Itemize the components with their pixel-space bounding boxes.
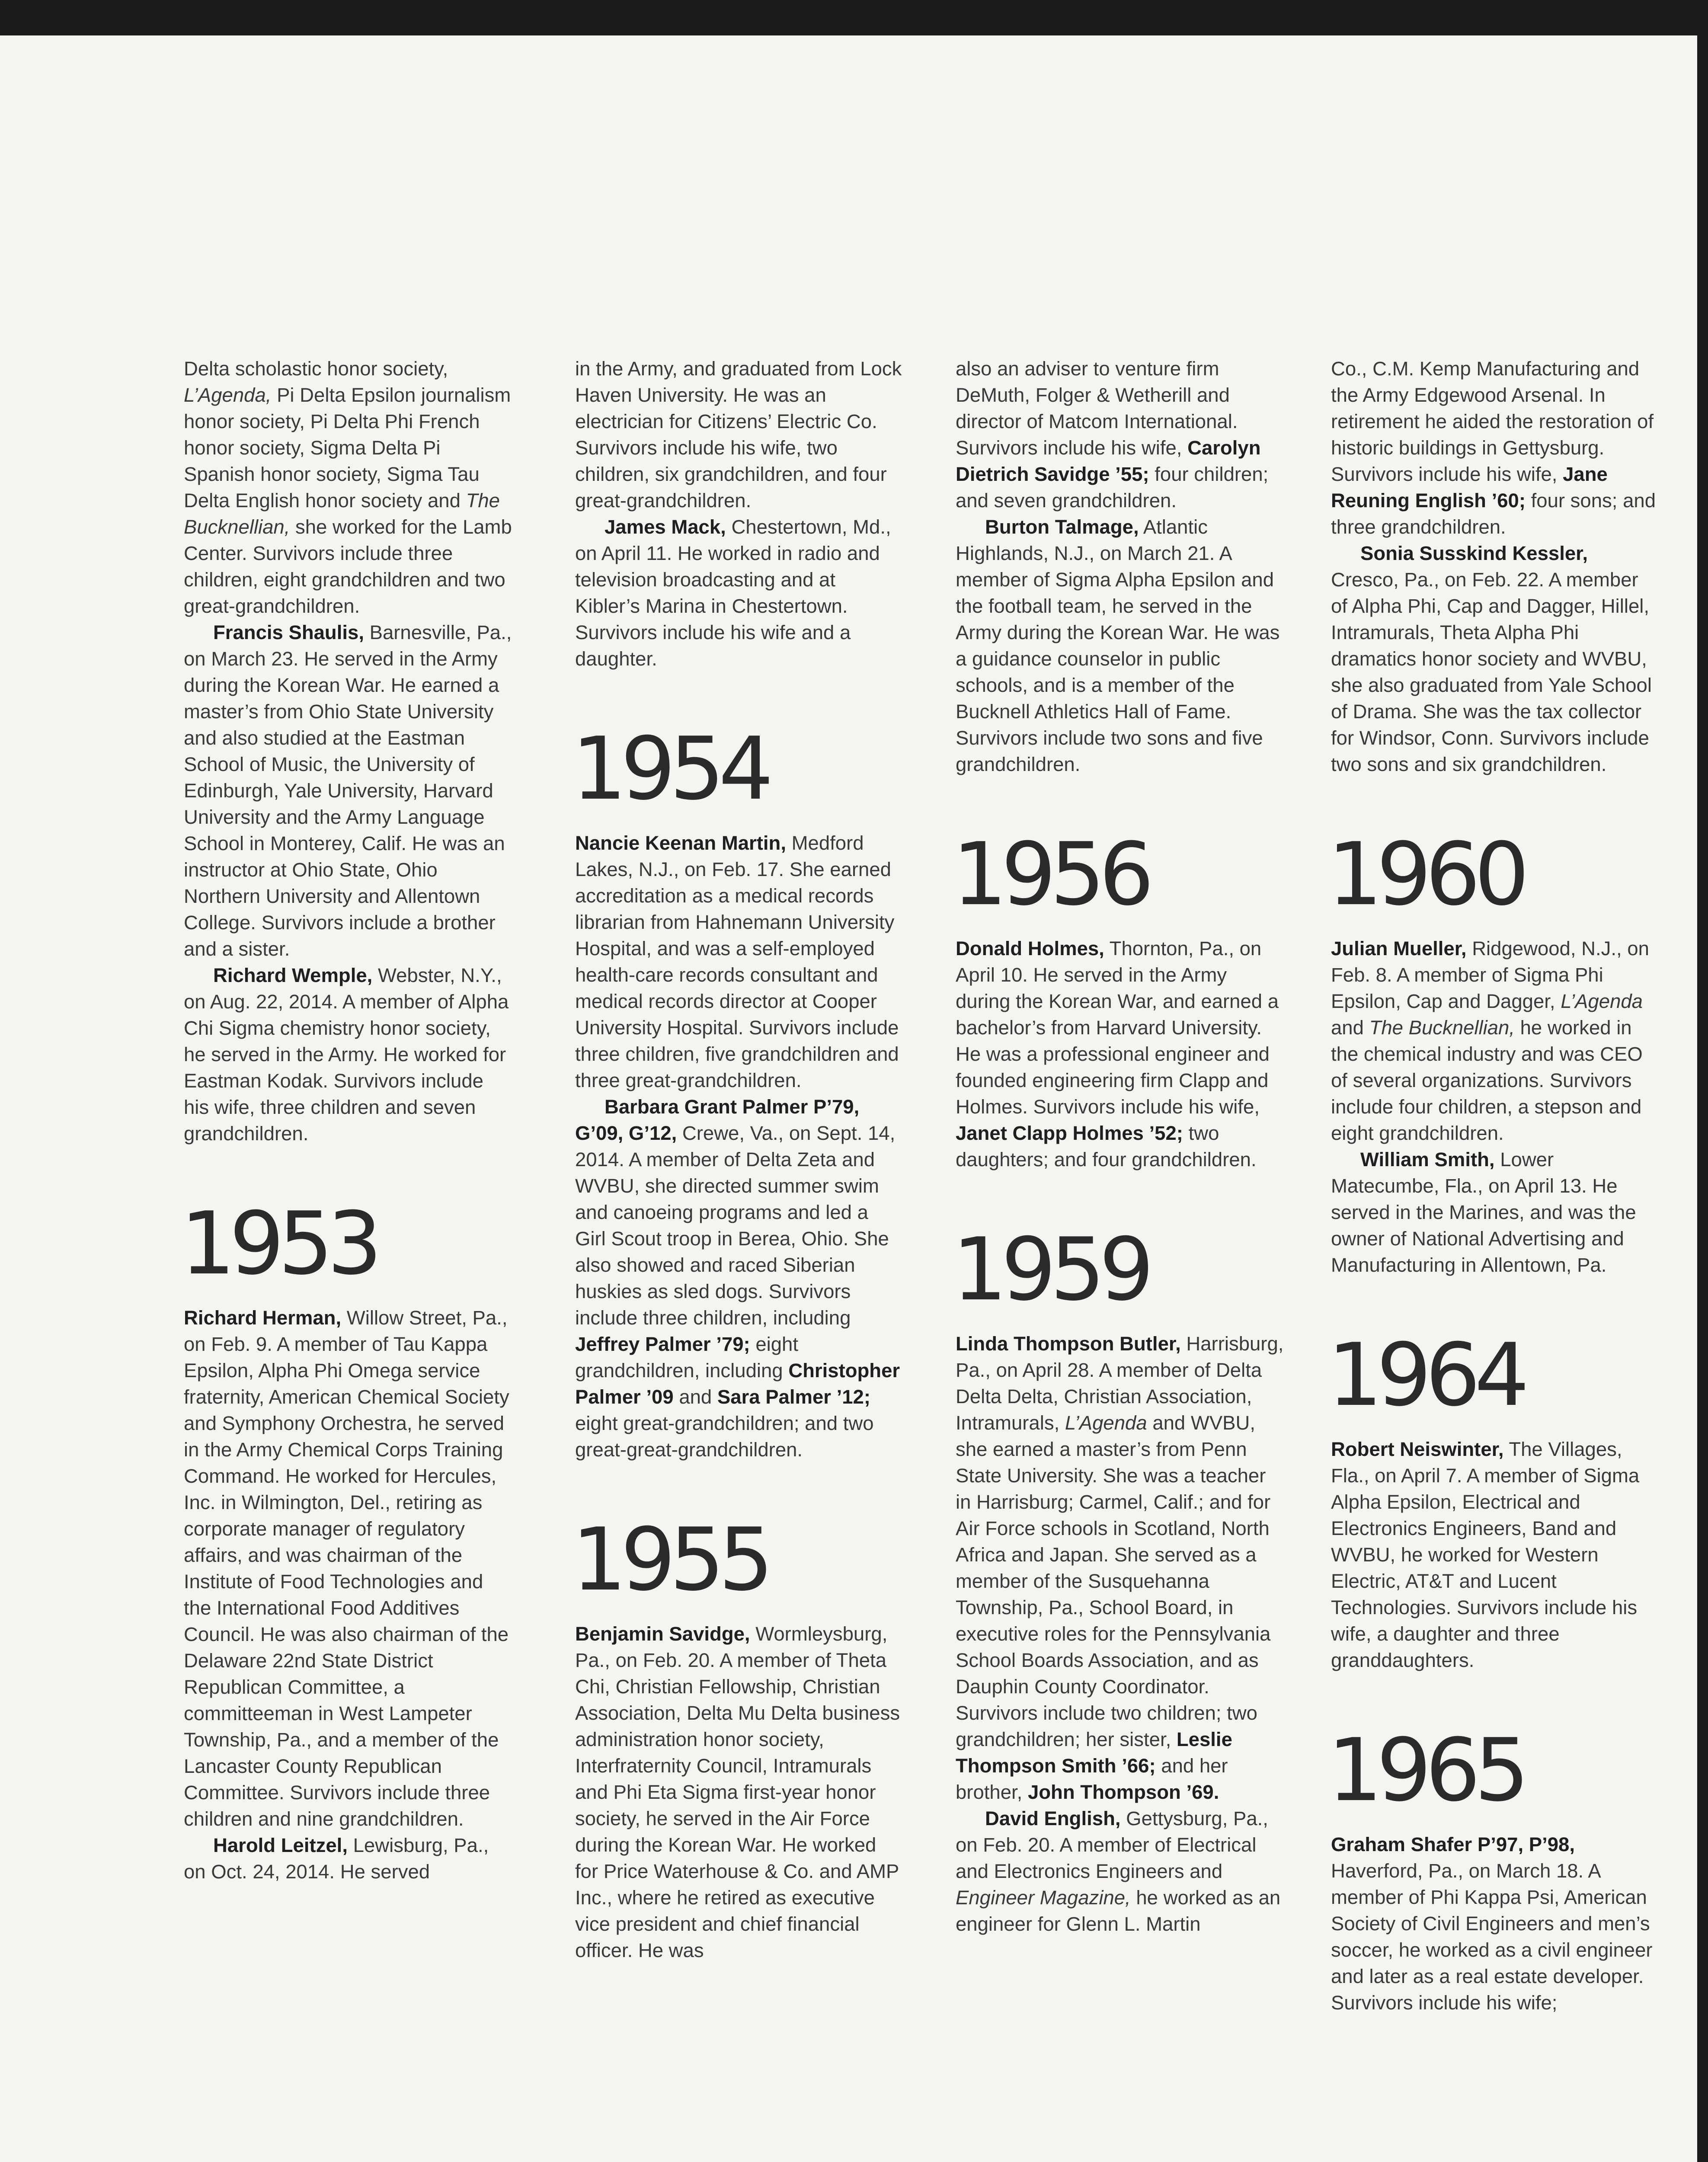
entry-text: Thornton, Pa., on April 10. He served in the Army during the Korean War, and earned a bachelor’s from Harvard University. He was a professional engineer and founded engineering firm Clapp and Holmes. Survivors include his wife, bbox=[956, 937, 1279, 1118]
entry-text: Ridgewood, N.J., on Feb. 8. A member of Sigma Phi Epsilon, Cap and Dagger, bbox=[1331, 937, 1649, 1012]
entry-text: Webster, N.Y., on Aug. 22, 2014. A member of Alpha Chi Sigma chemistry honor society, he served in the Army. He worked for Eastman Kodak. Survivors include his wife, three children and seven grandchildren. bbox=[184, 964, 509, 1145]
obituary-entry bbox=[956, 355, 1284, 514]
obituary-name: Benjamin Savidge, bbox=[575, 1623, 750, 1645]
obituary-name: Sonia Susskind Kessler, bbox=[1360, 542, 1588, 564]
obituary-entry bbox=[1331, 540, 1660, 777]
entry-text: Atlantic Highlands, N.J., on March 21. A member of Sigma Alpha Epsilon and the football team, he served in the Army during the Korean War. He was a guidance counselor in public schools, and is a member of the Bucknell Athletics Hall of Fame. Survivors include two sons and five grandchildren. bbox=[956, 516, 1280, 775]
publication-title: The Bucknellian, bbox=[184, 489, 500, 538]
class-year-heading: 1954 bbox=[572, 719, 768, 819]
entry-text: and bbox=[679, 1386, 712, 1408]
entry-text: he worked in the chemical industry and was CEO of several organizations. Survivors include four children, a stepson and eight grandchildren. bbox=[1331, 1017, 1643, 1144]
column-3 bbox=[952, 355, 1284, 1937]
obituary-entry bbox=[956, 514, 1284, 777]
entry-text: two daughters; and four grandchildren. bbox=[956, 1122, 1257, 1171]
entry-text: also an adviser to venture firm DeMuth, Folger & Wetherill and director of Matcom International. Survivors include his wife, bbox=[956, 358, 1238, 459]
obituary-entry bbox=[575, 1621, 904, 1964]
obituary-name: Barbara Grant Palmer P’79, G’09, G’12, bbox=[575, 1096, 860, 1144]
publication-title: L’Agenda, bbox=[184, 384, 272, 406]
entry-text: Pi Delta Epsilon journalism honor society, Pi Delta Phi French honor society, Sigma Delta Pi Spanish honor society, Sigma Tau Delta English honor society and bbox=[184, 384, 511, 512]
entry-text: four children; and seven grandchildren. bbox=[956, 463, 1269, 512]
alumni-name: Leslie Thompson Smith ’66; bbox=[956, 1728, 1232, 1777]
entry-text: four sons; and three grandchildren. bbox=[1331, 489, 1656, 538]
class-year-heading: 1965 bbox=[1327, 1720, 1523, 1821]
entry-text: eight grandchildren, including bbox=[575, 1333, 799, 1382]
obituary-name: Julian Mueller, bbox=[1331, 937, 1467, 959]
alumni-name: Jeffrey Palmer ’79; bbox=[575, 1333, 750, 1355]
entry-text: Cresco, Pa., on Feb. 22. A member of Alpha Phi, Cap and Dagger, Hillel, Intramurals, Theta Alpha Phi dramatics honor society and WVBU, she also graduated from Yale School of Drama. She was the tax collector for Windsor, Conn. Survivors include two sons and six grandchildren. bbox=[1331, 569, 1652, 775]
entry-text: The Villages, Fla., on April 7. A member of Sigma Alpha Epsilon, Electrical and Electronics Engineers, Band and WVBU, he worked for Western Electric, AT&T and Lucent Technologies. Survivors include his wife, a daughter and three granddaughters. bbox=[1331, 1438, 1640, 1671]
obituary-name: Robert Neiswinter, bbox=[1331, 1438, 1504, 1460]
alumni-name: Janet Clapp Holmes ’52; bbox=[956, 1122, 1183, 1144]
obituary-entry bbox=[184, 1832, 512, 1885]
alumni-name: John Thompson ’69. bbox=[1027, 1781, 1219, 1803]
obituary-name: Francis Shaulis, bbox=[213, 621, 364, 643]
entry-text: in the Army, and graduated from Lock Haven University. He was an electrician for Citizens’ Electric Co. Survivors include his wife, two children, six grandchildren, and four great-grandchildren. bbox=[575, 358, 902, 512]
entry-text: Harrisburg, Pa., on April 28. A member of Delta Delta Delta, Christian Association, Intramurals, bbox=[956, 1333, 1284, 1434]
obituary-entry bbox=[1331, 355, 1660, 540]
alumni-name: Christopher Palmer ’09 bbox=[575, 1359, 900, 1408]
column-2 bbox=[572, 355, 904, 1964]
publication-title: The Bucknellian, bbox=[1369, 1017, 1515, 1039]
obituary-entry bbox=[575, 1094, 904, 1463]
entry-text: Co., C.M. Kemp Manufacturing and the Army Edgewood Arsenal. In retirement he aided the restoration of historic buildings in Gettysburg. Survivors include his wife, bbox=[1331, 358, 1654, 485]
obituary-name: William Smith, bbox=[1360, 1148, 1495, 1171]
publication-title: L’Agenda bbox=[1065, 1412, 1147, 1434]
entry-text: and bbox=[1331, 1017, 1364, 1039]
obituary-entry bbox=[1331, 1146, 1660, 1278]
obituary-entry bbox=[575, 830, 904, 1094]
class-year-heading: 1964 bbox=[1327, 1325, 1523, 1426]
entry-text: Willow Street, Pa., on Feb. 9. A member of Tau Kappa Epsilon, Alpha Phi Omega service fraternity, American Chemical Society and Symphony Orchestra, he served in the Army Chemical Corps Training Command. He worked for Hercules, Inc. in Wilmington, Del., retiring as corporate manager of regulatory affairs, and was chairman of the Institute of Food Technologies and the International Food Additives Council. He was also chairman of the Delaware 22nd State District Republican Committee, a committeeman in West Lampeter Township, Pa., and a member of the Lancaster County Republican Committee. Survivors include three children and nine grandchildren. bbox=[184, 1307, 509, 1830]
entry-text: eight great-grandchildren; and two great-great-grandchildren. bbox=[575, 1412, 874, 1461]
obituary-entry bbox=[1331, 1831, 1660, 2016]
entry-text: she worked for the Lamb Center. Survivors include three children, eight grandchildren and two great-grandchildren. bbox=[184, 516, 512, 617]
publication-title: L’Agenda bbox=[1561, 990, 1643, 1012]
obituary-name: Nancie Keenan Martin, bbox=[575, 832, 786, 854]
class-year-heading: 1953 bbox=[180, 1193, 376, 1294]
entry-text: Haverford, Pa., on March 18. A member of Phi Kappa Psi, American Society of Civil Engineers and men’s soccer, he worked as a civil engineer and later as a real estate developer. Survivors include his wife; bbox=[1331, 1860, 1653, 2014]
obituary-name: Richard Herman, bbox=[184, 1307, 342, 1329]
obituary-entry bbox=[184, 962, 512, 1147]
alumni-name: Carolyn Dietrich Savidge ’55; bbox=[956, 437, 1261, 485]
obituary-entry bbox=[184, 355, 512, 619]
obituary-name: Donald Holmes, bbox=[956, 937, 1104, 959]
alumni-name: Jane Reuning English ’60; bbox=[1331, 463, 1608, 512]
obituary-name: James Mack, bbox=[605, 516, 726, 538]
obituary-name: Harold Leitzel, bbox=[213, 1834, 348, 1856]
entry-text: and WVBU, she earned a master’s from Penn State University. She was a teacher in Harrisburg; Carmel, Calif.; and for Air Force schools in Scotland, North Africa and Japan. She served as a member of the Susquehanna Township, Pa., School Board, in executive roles for the Pennsylvania School Boards Association, and as Dauphin County Coordinator. Survivors include two children; two grandchildren; her sister, bbox=[956, 1412, 1271, 1750]
obituary-name: Richard Wemple, bbox=[213, 964, 373, 986]
class-year-heading: 1960 bbox=[1327, 824, 1523, 925]
obituary-entry bbox=[575, 514, 904, 672]
entry-text: Lewisburg, Pa., on Oct. 24, 2014. He served bbox=[184, 1834, 489, 1883]
entry-text: Wormleysburg, Pa., on Feb. 20. A member of Theta Chi, Christian Fellowship, Christian Association, Delta Mu Delta business administration honor society, Interfraternity Council, Intramurals and Phi Eta Sigma first-year honor society, he served in the Air Force during the Korean War. He worked for Price Waterhouse & Co. and AMP Inc., where he retired as executive vice president and chief financial officer. He was bbox=[575, 1623, 900, 1961]
obituary-entry bbox=[956, 1805, 1284, 1937]
class-year-heading: 1959 bbox=[952, 1219, 1148, 1320]
entry-text: Gettysburg, Pa., on Feb. 20. A member of Electrical and Electronics Engineers and bbox=[956, 1807, 1268, 1882]
obituary-name: David English, bbox=[985, 1807, 1121, 1829]
obituary-entry bbox=[956, 1330, 1284, 1805]
column-4 bbox=[1327, 355, 1660, 2016]
obituary-entry bbox=[1331, 1436, 1660, 1673]
column-1 bbox=[180, 355, 512, 1885]
entry-text: Barnesville, Pa., on March 23. He served in the Army during the Korean War. He earned a master’s from Ohio State University and also studied at the Eastman School of Music, the University of Edinburgh, Yale University, Harvard University and the Army Language School in Monterey, Calif. He was an instructor at Ohio State, Ohio Northern University and Allentown College. Survivors include a brother and a sister. bbox=[184, 621, 512, 960]
entry-text: Delta scholastic honor society, bbox=[184, 358, 448, 380]
class-year-heading: 1955 bbox=[572, 1510, 768, 1610]
entry-text: Chestertown, Md., on April 11. He worked in radio and television broadcasting and at Kibler’s Marina in Chestertown. Survivors include his wife and a daughter. bbox=[575, 516, 891, 670]
obituary-entry bbox=[184, 619, 512, 962]
entry-text: Lower Matecumbe, Fla., on April 13. He served in the Marines, and was the owner of National Advertising and Manufacturing in Allentown, Pa. bbox=[1331, 1148, 1636, 1276]
entry-text: and her brother, bbox=[956, 1755, 1228, 1803]
class-year-heading: 1956 bbox=[952, 824, 1148, 925]
entry-text: he worked as an engineer for Glenn L. Martin bbox=[956, 1887, 1281, 1935]
obituary-entry bbox=[184, 1305, 512, 1832]
obituary-entry bbox=[956, 935, 1284, 1173]
alumni-name: Sara Palmer ’12; bbox=[717, 1386, 871, 1408]
publication-title: Engineer Magazine, bbox=[956, 1887, 1131, 1909]
entry-text: Medford Lakes, N.J., on Feb. 17. She earned accreditation as a medical records librarian from Hahnemann University Hospital, and was a self-employed health-care records consultant and medical records director at Cooper University Hospital. Survivors include three children, five grandchildren and three great-grandchildren. bbox=[575, 832, 899, 1091]
obituary-name: Graham Shafer P’97, P’98, bbox=[1331, 1833, 1575, 1855]
obituary-name: Burton Talmage, bbox=[985, 516, 1139, 538]
entry-text: Crewe, Va., on Sept. 14, 2014. A member of Delta Zeta and WVBU, she directed summer swim and canoeing programs and led a Girl Scout troop in Berea, Ohio. She also showed and raced Siberian huskies as sled dogs. Survivors include three children, including bbox=[575, 1122, 896, 1329]
obituary-name: Linda Thompson Butler, bbox=[956, 1333, 1181, 1355]
obituary-entry bbox=[575, 355, 904, 514]
obituary-entry bbox=[1331, 935, 1660, 1146]
page-sheet bbox=[0, 35, 1697, 2162]
